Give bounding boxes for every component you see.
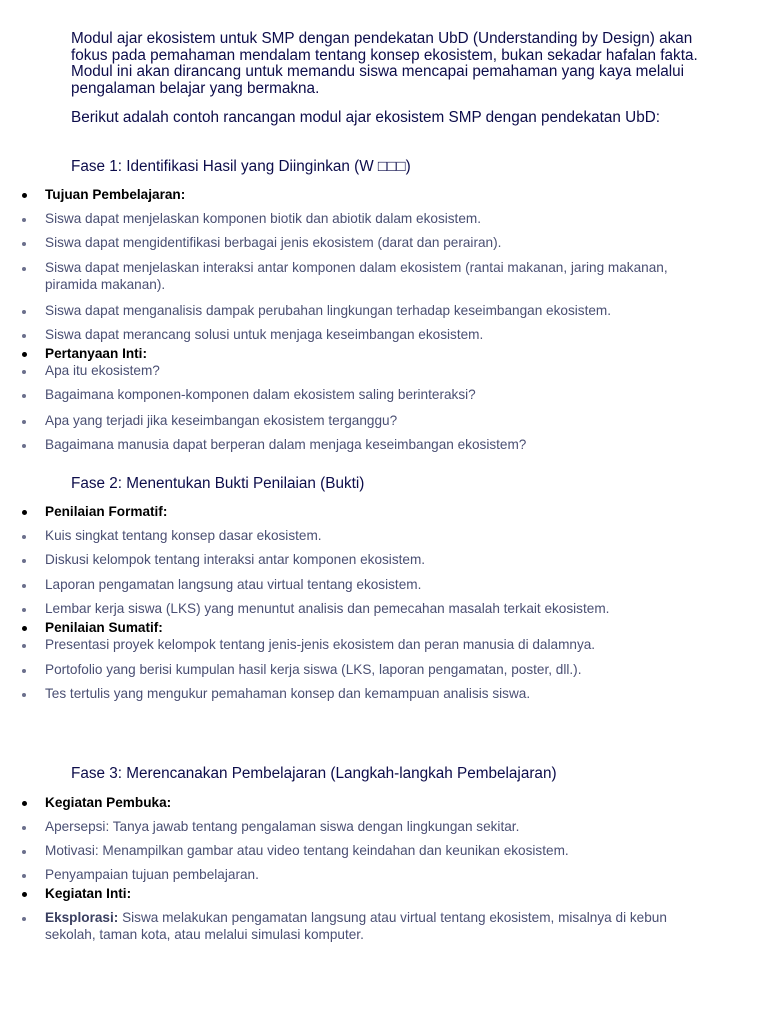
list-item: Kuis singkat tentang konsep dasar ekosistem. bbox=[45, 528, 322, 543]
intro-paragraph: Modul ajar ekosistem untuk SMP dengan pendekatan UbD (Understanding by Design) akan fokus pada pemahaman mendalam tentang konsep ekosistem, bukan sekadar hafalan fakta. Modul ini akan dirancang untuk memandu siswa mencapai pemahaman yang kaya melalui pengalaman belajar yang bermakna. bbox=[71, 30, 698, 97]
bullet-icon bbox=[22, 193, 27, 198]
list-item: Tes tertulis yang mengukur pemahaman konsep dan kemampuan analisis siswa. bbox=[45, 686, 531, 701]
bullet-icon bbox=[22, 626, 27, 631]
bullet-icon bbox=[22, 917, 26, 921]
list-item: Siswa dapat merancang solusi untuk menjaga keseimbangan ekosistem. bbox=[45, 327, 484, 342]
list-item: Siswa dapat menjelaskan interaksi antar komponen dalam ekosistem (rantai makanan, jaring makanan, piramida makanan). bbox=[45, 260, 668, 292]
list-item: Penyampaian tujuan pembelajaran. bbox=[45, 867, 259, 882]
inti-label: Kegiatan Inti: bbox=[45, 886, 132, 901]
eksplorasi-text: Siswa melakukan pengamatan langsung atau virtual tentang ekosistem, misalnya di kebun sekolah, taman kota, atau melalui simulasi komputer. bbox=[45, 910, 667, 942]
bullet-icon bbox=[22, 826, 26, 830]
list-item: Lembar kerja siswa (LKS) yang menuntut analisis dan pemecahan masalah terkait ekosistem. bbox=[45, 601, 610, 616]
list-item: Bagaimana komponen-komponen dalam ekosistem saling berinteraksi? bbox=[45, 387, 476, 402]
bullet-icon bbox=[22, 310, 26, 314]
list-item: Laporan pengamatan langsung atau virtual tentang ekosistem. bbox=[45, 577, 422, 592]
list-item: Motivasi: Menampilkan gambar atau video tentang keindahan dan keunikan ekosistem. bbox=[45, 843, 569, 858]
bullet-icon bbox=[22, 218, 26, 222]
list-item: Presentasi proyek kelompok tentang jenis-jenis ekosistem dan peran manusia di dalamnya. bbox=[45, 637, 596, 652]
sumatif-label: Penilaian Sumatif: bbox=[45, 620, 163, 635]
list-item: Apa itu ekosistem? bbox=[45, 363, 160, 378]
bullet-icon bbox=[22, 892, 27, 897]
bullet-icon bbox=[22, 510, 27, 515]
bullet-icon bbox=[22, 669, 26, 673]
pembuka-label: Kegiatan Pembuka: bbox=[45, 795, 172, 810]
eksplorasi-lead: Eksplorasi: bbox=[45, 910, 119, 925]
bullet-icon bbox=[22, 352, 27, 357]
list-item bbox=[45, 909, 695, 943]
bullet-icon bbox=[22, 584, 26, 588]
bullet-icon bbox=[22, 267, 26, 271]
bullet-icon bbox=[22, 242, 26, 246]
intro-paragraph-2: Berikut adalah contoh rancangan modul ajar ekosistem SMP dengan pendekatan UbD: bbox=[71, 109, 661, 126]
fase1-heading: Fase 1: Identifikasi Hasil yang Diinginkan (W □□□) bbox=[71, 158, 411, 175]
list-item: Siswa dapat menganalisis dampak perubahan lingkungan terhadap keseimbangan ekosistem. bbox=[45, 303, 612, 318]
formatif-label: Penilaian Formatif: bbox=[45, 504, 168, 519]
bullet-icon bbox=[22, 559, 26, 563]
tujuan-label: Tujuan Pembelajaran: bbox=[45, 187, 186, 202]
pertanyaan-label: Pertanyaan Inti: bbox=[45, 346, 147, 361]
list-item: Portofolio yang berisi kumpulan hasil kerja siswa (LKS, laporan pengamatan, poster, dll.). bbox=[45, 662, 582, 677]
bullet-icon bbox=[22, 535, 26, 539]
fase3-heading: Fase 3: Merencanakan Pembelajaran (Langkah-langkah Pembelajaran) bbox=[71, 765, 557, 782]
bullet-icon bbox=[22, 801, 27, 806]
bullet-icon bbox=[22, 334, 26, 338]
bullet-icon bbox=[22, 420, 26, 424]
fase2-heading: Fase 2: Menentukan Bukti Penilaian (Bukti) bbox=[71, 475, 365, 492]
bullet-icon bbox=[22, 394, 26, 398]
list-item: Diskusi kelompok tentang interaksi antar komponen ekosistem. bbox=[45, 552, 426, 567]
list-item: Siswa dapat mengidentifikasi berbagai jenis ekosistem (darat dan perairan). bbox=[45, 235, 502, 250]
list-item: Apa yang terjadi jika keseimbangan ekosistem terganggu? bbox=[45, 413, 398, 428]
list-item: Bagaimana manusia dapat berperan dalam menjaga keseimbangan ekosistem? bbox=[45, 437, 527, 452]
bullet-icon bbox=[22, 444, 26, 448]
list-item: Siswa dapat menjelaskan komponen biotik dan abiotik dalam ekosistem. bbox=[45, 211, 481, 226]
bullet-icon bbox=[22, 874, 26, 878]
bullet-icon bbox=[22, 370, 26, 374]
list-item: Apersepsi: Tanya jawab tentang pengalaman siswa dengan lingkungan sekitar. bbox=[45, 819, 520, 834]
bullet-icon bbox=[22, 608, 26, 612]
bullet-icon bbox=[22, 850, 26, 854]
bullet-icon bbox=[22, 693, 26, 697]
bullet-icon bbox=[22, 644, 26, 648]
